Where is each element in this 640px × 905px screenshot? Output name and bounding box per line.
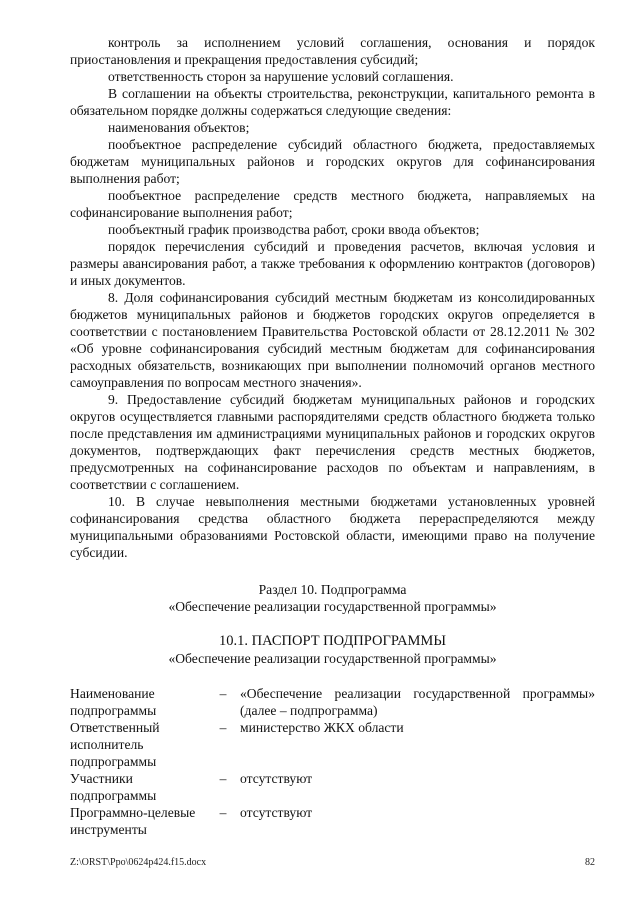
paragraph: пообъектное распределение субсидий областного бюджета, предоставляемых бюджетам муниципальных районов и городских округов для софинансирования выполнения работ; — [70, 137, 595, 186]
passport-field-name: Наименование подпрограммы — [70, 686, 157, 718]
passport-heading — [70, 633, 595, 650]
paragraph: В соглашении на объекты строительства, реконструкции, капитального ремонта в обязательном порядке должны содержаться следующие сведения: — [70, 86, 595, 118]
passport-field-name: Участники подпрограммы — [70, 771, 157, 803]
paragraph: наименования объектов; — [108, 120, 250, 135]
passport-field-value: отсутствуют — [240, 771, 313, 786]
document-page — [70, 34, 595, 838]
page-number: 82 — [585, 857, 595, 868]
section-heading — [70, 581, 595, 615]
passport-field-value: «Обеспечение реализации государственной программы» (далее – подпрограмма) — [240, 686, 595, 718]
paragraph: 10. В случае невыполнения местными бюджетами установленных уровней софинансирования средства областного бюджета перераспределяются между муниципальными образованиями Ростовской области, имеющими право на получение субсидии. — [70, 494, 595, 560]
passport-dash: – — [219, 805, 227, 820]
passport-field-name: Программно-целевые инструменты — [70, 805, 196, 837]
passport-field-value: министерство ЖКХ области — [240, 720, 404, 735]
table-row — [70, 804, 595, 838]
paragraph: 9. Предоставление субсидий бюджетам муниципальных районов и городских округов осуществляется главными распорядителями средств областного бюджета только после представления им администрациями муниципальных районов и городских округов документов, подтверждающих факт перечисления средств местных бюджетов, предусмотренных на софинансирование расходов по объектам и направлениям, в соответствии с соглашением. — [70, 392, 595, 492]
paragraph: контроль за исполнением условий соглашения, основания и порядок приостановления и прекращения предоставления субсидий; — [70, 35, 595, 67]
passport-dash: – — [219, 686, 227, 701]
table-row — [70, 719, 595, 770]
passport-table — [70, 685, 595, 838]
paragraph: 8. Доля софинансирования субсидий местным бюджетам из консолидированных бюджетов муниципальных районов и бюджетов городских округов определяется в соответствии с постановлением Правительства Ростовской области от 28.12.2011 № 302 «Об уровне софинансирования субсидий местным бюджетам для софинансирования расходных обязательств, возникающих при выполнении полномочий органов местного самоуправления по вопросам местного значения». — [70, 290, 595, 390]
section-heading-line: «Обеспечение реализации государственной программы» — [168, 599, 497, 614]
passport-field-value: отсутствуют — [240, 805, 313, 820]
section-heading-line: Раздел 10. Подпрограмма — [258, 582, 407, 597]
passport-dash: – — [219, 720, 227, 735]
table-row — [70, 685, 595, 719]
passport-dash: – — [219, 771, 227, 786]
paragraph: порядок перечисления субсидий и проведения расчетов, включая условия и размеры авансирования работ, а также требования к оформлению контрактов (договоров) и иных документов. — [70, 239, 595, 288]
table-row — [70, 770, 595, 804]
passport-title: 10.1. ПАСПОРТ ПОДПРОГРАММЫ — [219, 633, 446, 649]
passport-field-name: Ответственный исполнитель подпрограммы — [70, 720, 160, 769]
paragraph: ответственность сторон за нарушение условий соглашения. — [108, 69, 454, 84]
paragraph: пообъектный график производства работ, сроки ввода объектов; — [108, 222, 480, 237]
file-path: Z:\ORST\Ppo\0624p424.f15.docx — [70, 857, 207, 868]
passport-subtitle: «Обеспечение реализации государственной программы» — [168, 651, 497, 666]
paragraph: пообъектное распределение средств местного бюджета, направляемых на софинансирование выполнения работ; — [70, 188, 595, 220]
